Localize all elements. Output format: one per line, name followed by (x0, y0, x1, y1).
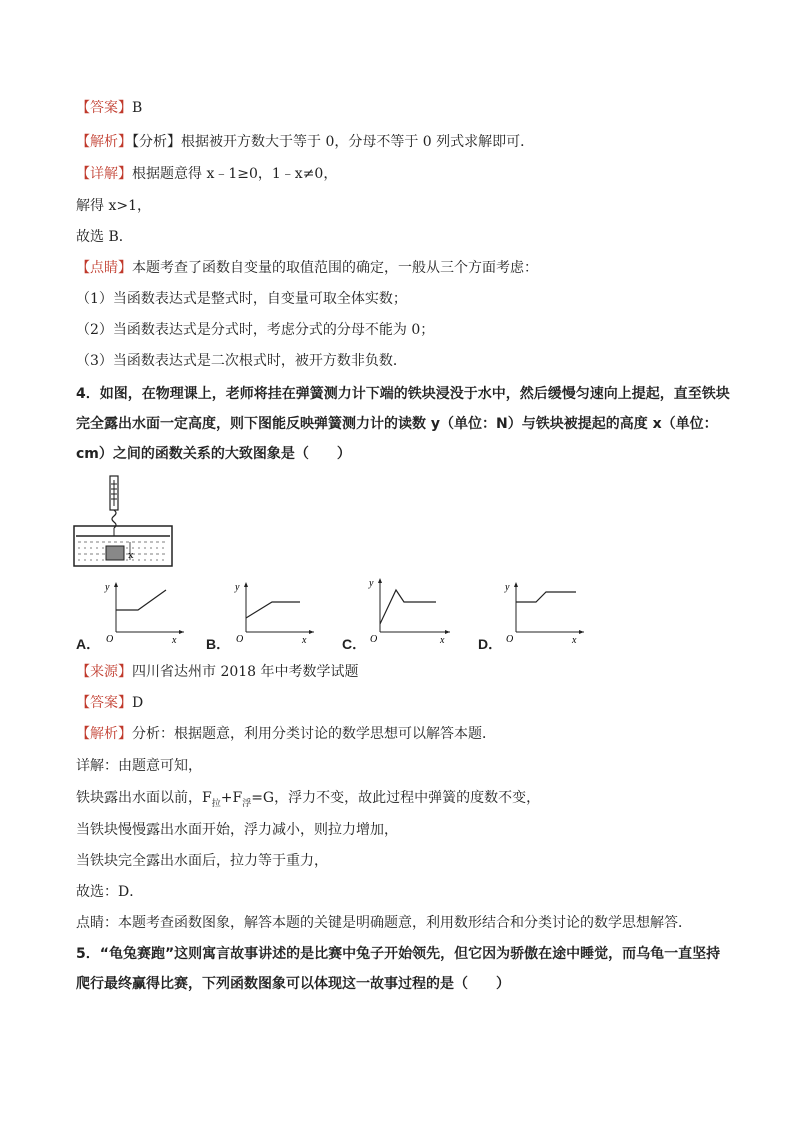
q4-analysis-line (76, 724, 496, 744)
q3-answer-line (76, 98, 142, 118)
option-a-graph (100, 580, 186, 644)
subscript-buoy: 浮 (242, 798, 252, 809)
answer-tag: 【答案】 (76, 695, 132, 711)
spring-scale-figure (70, 474, 180, 570)
q4-detail-1 (76, 788, 540, 814)
q4-detail-3: 当铁块完全露出水面后，拉力等于重力， (76, 853, 328, 869)
axis-origin: O (236, 634, 244, 644)
q3-choose-line: 故选 B． (76, 229, 133, 245)
q3-point-1: （1）当函数表达式是整式时，自变量可取全体实数； (76, 291, 407, 307)
q4-detail-2: 当铁块慢慢露出水面开始，浮力减小，则拉力增加， (76, 822, 398, 838)
axis-y: y (505, 582, 510, 593)
q4-choose: 故选：D． (76, 884, 144, 900)
q5-stem-line-1: 5．“龟兔赛跑”这则寓言故事讲述的是比赛中兔子开始领先，但它因为骄傲在途中睡觉，而乌龟一直坚持 (76, 946, 721, 962)
axis-y: y (369, 578, 374, 589)
option-d-label: D． (478, 636, 503, 652)
analysis-text: 分析：根据题意，利用分类讨论的数学思想可以解答本题． (132, 726, 496, 742)
axis-origin: O (106, 634, 114, 644)
answer-value: D (132, 695, 144, 711)
axis-x: x (302, 635, 307, 644)
option-b-graph (230, 580, 316, 644)
axis-x: x (572, 635, 577, 644)
figure-x-label: x (128, 549, 134, 561)
q4-detail-intro: 详解：由题意可知， (76, 758, 202, 774)
q3-point-2: （2）当函数表达式是分式时，考虑分式的分母不能为 0； (76, 322, 435, 338)
q3-solve-line: 解得 x>1， (76, 198, 151, 214)
q4-stem-line-1: 4．如图，在物理课上，老师将挂在弹簧测力计下端的铁块浸没于水中，然后缓慢匀速向上提起，直至铁块 (76, 386, 730, 402)
option-b-label: B． (206, 636, 231, 652)
analysis-tag: 【解析】 (76, 726, 132, 742)
q4-comment: 点睛：本题考查函数图象，解答本题的关键是明确题意，利用数形结合和分类讨论的数学思想解答． (76, 915, 692, 931)
source-text: 四川省达州市 2018 年中考数学试题 (132, 664, 359, 680)
comment-tag: 【点睛】 (76, 260, 132, 276)
detail-1b: +F (220, 790, 243, 806)
detail-tag: 【详解】 (76, 166, 132, 182)
q4-answer-line (76, 693, 143, 713)
q3-analysis-line (76, 132, 534, 152)
q4-stem-line-2: 完全露出水面一定高度，则下图能反映弹簧测力计的读数 y（单位：N）与铁块被提起的高度 x（单位： (76, 416, 718, 432)
q4-stem-line-3: cm）之间的函数关系的大致图象是（ ） (76, 446, 351, 462)
detail-text: 根据题意得 x﹣1≥0，1﹣x≠0， (132, 166, 338, 182)
axis-origin: O (370, 634, 378, 644)
analysis-sub-tag: 【分析】 (132, 134, 181, 150)
axis-x: x (172, 635, 177, 644)
option-c-graph (366, 576, 452, 644)
option-a-label: A． (76, 636, 101, 652)
option-c-label: C． (342, 636, 367, 652)
axis-y: y (235, 582, 240, 593)
comment-text: 本题考查了函数自变量的取值范围的确定，一般从三个方面考虑： (132, 260, 538, 276)
detail-1a: 铁块露出水面以前，F (76, 790, 212, 806)
detail-1c: =G，浮力不变，故此过程中弹簧的度数不变， (251, 790, 541, 806)
answer-tag: 【答案】 (76, 100, 132, 116)
axis-y: y (105, 582, 110, 593)
q3-detail-line (76, 164, 337, 184)
option-d-graph (500, 580, 586, 644)
axis-origin: O (506, 634, 514, 644)
q4-source-line (76, 662, 359, 682)
analysis-text: 根据被开方数大于等于 0，分母不等于 0 列式求解即可． (181, 134, 535, 150)
axis-x: x (440, 635, 445, 644)
q5-stem-line-2: 爬行最终赢得比赛，下列函数图象可以体现这一故事过程的是（ ） (76, 976, 510, 992)
analysis-tag: 【解析】 (76, 134, 132, 150)
source-tag: 【来源】 (76, 664, 132, 680)
q3-point-3: （3）当函数表达式是二次根式时，被开方数非负数． (76, 353, 407, 369)
q3-comment-line (76, 258, 538, 278)
answer-value: B (132, 100, 143, 116)
subscript-pull: 拉 (211, 798, 221, 809)
